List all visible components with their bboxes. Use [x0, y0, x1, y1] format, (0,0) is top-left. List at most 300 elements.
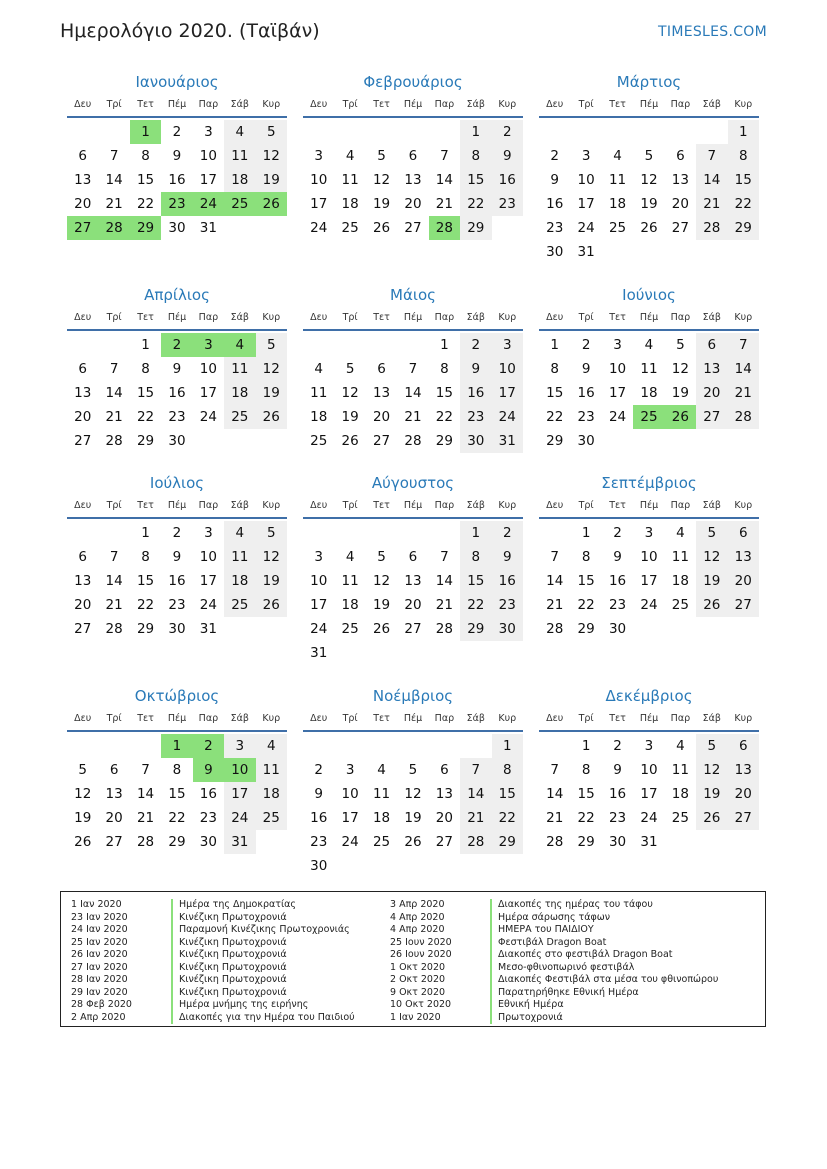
weekday-label: Σάβ: [230, 99, 249, 110]
day-cell: 3: [204, 525, 213, 541]
month-9: [539, 471, 759, 641]
day-cell: 3: [224, 734, 255, 758]
day-cell: 26: [256, 593, 287, 617]
day-cell: 15: [460, 168, 491, 192]
day-cell: 21: [105, 409, 123, 425]
month-7: [67, 471, 287, 641]
day-cell: 23: [546, 220, 564, 236]
day-cell: 31: [310, 645, 328, 661]
empty-cell: [303, 521, 334, 545]
day-cell: 5: [377, 148, 386, 164]
day-cell: 2: [314, 762, 323, 778]
month-6: [539, 283, 759, 453]
day-cell: 26: [372, 220, 391, 236]
day-cell: 12: [74, 786, 92, 802]
day-cell: 4: [676, 738, 685, 754]
day-cell: 9: [613, 549, 622, 565]
day-cell: 16: [492, 569, 523, 593]
weekday-label: Παρ: [198, 713, 219, 724]
day-cell: 26: [74, 834, 92, 850]
day-cell: 18: [224, 168, 255, 192]
day-grid: [303, 732, 523, 878]
legend-holiday-name: Ημέρα της Δημοκρατίας: [171, 899, 296, 912]
day-cell: 28: [728, 405, 759, 429]
day-grid: [303, 519, 523, 665]
day-cell: 16: [577, 385, 595, 401]
day-cell: 6: [78, 148, 87, 164]
weekday-label: Δευ: [310, 312, 328, 323]
day-cell: 17: [577, 196, 595, 212]
day-cell: 22: [492, 806, 523, 830]
weekday-label: Κυρ: [734, 99, 753, 110]
day-cell: 3: [613, 337, 622, 353]
weekday-label: Πέμ: [403, 713, 423, 724]
day-cell: 21: [105, 597, 123, 613]
day-cell: 5: [256, 120, 287, 144]
day-cell: 11: [256, 758, 287, 782]
legend-date: 1 Οκτ 2020: [390, 961, 446, 973]
brand-link[interactable]: TIMESLES.COM: [658, 24, 767, 40]
weekday-header: [67, 94, 287, 118]
day-cell: 9: [460, 357, 491, 381]
legend-holiday-name: Παρατηρήθηκε Εθνική Ημέρα: [490, 987, 639, 1000]
weekday-label: Δευ: [74, 99, 92, 110]
day-cell: 15: [728, 168, 759, 192]
weekday-label: Παρ: [434, 713, 455, 724]
day-cell: 14: [435, 172, 453, 188]
weekday-label: Δευ: [74, 500, 92, 511]
day-cell: 29: [168, 834, 186, 850]
weekday-label: Παρ: [434, 99, 455, 110]
weekday-label: Σάβ: [466, 99, 485, 110]
day-cell: 3: [314, 549, 323, 565]
legend-date: 28 Ιαν 2020: [71, 974, 128, 985]
empty-cell: [366, 734, 397, 758]
weekday-header: [303, 708, 523, 732]
day-cell: 22: [460, 192, 491, 216]
day-cell: 17: [341, 810, 359, 826]
day-cell: 13: [74, 573, 92, 589]
day-cell: 13: [74, 172, 92, 188]
weekday-label: Τετ: [137, 312, 154, 323]
weekday-label: Πέμ: [639, 500, 659, 511]
day-cell: 16: [168, 573, 186, 589]
legend-holiday-name: Φεστιβάλ Dragon Boat: [490, 937, 606, 950]
day-cell: 14: [404, 385, 422, 401]
weekday-label: Σάβ: [230, 500, 249, 511]
day-cell: 13: [404, 573, 422, 589]
empty-cell: [539, 120, 570, 144]
day-cell: 17: [199, 172, 217, 188]
day-cell: 25: [671, 810, 689, 826]
day-cell: 22: [577, 810, 595, 826]
day-cell: 21: [460, 806, 491, 830]
day-cell: 19: [372, 597, 391, 613]
weekday-label: Πέμ: [167, 713, 187, 724]
day-cell: 16: [608, 573, 627, 589]
day-cell: 12: [256, 357, 287, 381]
day-cell: 21: [728, 381, 759, 405]
empty-cell: [397, 333, 428, 357]
day-cell: 20: [404, 597, 422, 613]
day-cell: 23: [492, 593, 523, 617]
day-cell: 2: [492, 120, 523, 144]
weekday-label: Πέμ: [403, 99, 423, 110]
day-cell: 12: [372, 172, 391, 188]
day-cell: 30: [199, 834, 217, 850]
day-cell: 12: [341, 385, 359, 401]
month-name: Μάιος: [390, 286, 436, 304]
day-cell: 14: [460, 782, 491, 806]
legend-date: 26 Ιουν 2020: [390, 949, 452, 960]
weekday-label: Τετ: [137, 99, 154, 110]
day-cell: 8: [581, 762, 591, 778]
day-cell: 18: [671, 786, 689, 802]
weekday-label: Σάβ: [702, 713, 721, 724]
day-cell: 22: [168, 810, 186, 826]
day-cell: 30: [608, 834, 627, 850]
day-cell: 19: [640, 196, 658, 212]
day-cell: 7: [440, 148, 449, 164]
day-cell: 10: [640, 762, 658, 778]
day-cell: 24: [577, 220, 595, 236]
day-cell: 15: [435, 385, 453, 401]
day-cell: 19: [372, 196, 391, 212]
day-cell: 24: [341, 834, 359, 850]
day-grid: [67, 519, 287, 641]
empty-cell: [303, 734, 334, 758]
day-cell: 19: [341, 409, 359, 425]
weekday-label: Δευ: [74, 713, 92, 724]
day-grid: [539, 519, 759, 641]
day-cell: 12: [256, 144, 287, 168]
day-cell: 5: [408, 762, 418, 778]
legend-holiday-name: Πρωτοχρονιά: [490, 1012, 563, 1025]
day-cell: 12: [256, 545, 287, 569]
day-cell: 22: [435, 409, 453, 425]
day-cell: 11: [310, 385, 328, 401]
day-cell: 15: [546, 385, 564, 401]
day-cell: 7: [109, 361, 119, 377]
weekday-label: Δευ: [546, 312, 564, 323]
day-grid: [67, 732, 287, 854]
weekday-label: Τετ: [609, 500, 626, 511]
weekday-label: Σάβ: [702, 312, 721, 323]
day-cell: 27: [74, 621, 92, 637]
legend-holiday-name: Κινέζικη Πρωτοχρονιά: [171, 974, 287, 987]
day-cell: 26: [256, 192, 287, 216]
month-5: [303, 283, 523, 453]
empty-cell: [429, 521, 460, 545]
weekday-label: Κυρ: [262, 500, 281, 511]
day-cell: 1: [460, 521, 491, 545]
day-cell: 26: [665, 405, 696, 429]
weekday-label: Κυρ: [498, 500, 517, 511]
weekday-label: Τετ: [373, 99, 390, 110]
empty-cell: [539, 521, 570, 545]
weekday-label: Τρί: [106, 312, 122, 323]
day-cell: 23: [310, 834, 328, 850]
legend-date: 23 Ιαν 2020: [71, 911, 128, 923]
day-cell: 16: [460, 381, 491, 405]
day-cell: 6: [696, 333, 727, 357]
day-cell: 7: [550, 549, 559, 565]
day-cell: 4: [676, 525, 685, 541]
day-cell: 11: [608, 172, 627, 188]
weekday-label: Τετ: [137, 500, 154, 511]
day-cell: 24: [640, 597, 658, 613]
empty-cell: [570, 120, 601, 144]
day-cell: 22: [136, 196, 155, 212]
day-cell: 16: [199, 786, 217, 802]
day-cell: 25: [341, 621, 359, 637]
day-cell: 5: [256, 521, 287, 545]
day-cell: 1: [130, 120, 161, 144]
weekday-label: Παρ: [198, 312, 219, 323]
day-cell: 27: [74, 433, 92, 449]
weekday-label: Σάβ: [702, 99, 721, 110]
day-cell: 8: [728, 144, 759, 168]
day-cell: 1: [440, 337, 449, 353]
day-cell: 6: [109, 762, 119, 778]
day-cell: 24: [608, 409, 627, 425]
day-cell: 21: [696, 192, 727, 216]
day-cell: 7: [408, 361, 418, 377]
empty-cell: [334, 120, 365, 144]
weekday-label: Δευ: [546, 713, 564, 724]
weekday-label: Κυρ: [734, 312, 753, 323]
weekday-header: [67, 495, 287, 519]
day-cell: 24: [310, 621, 328, 637]
day-cell: 15: [136, 573, 155, 589]
day-cell: 7: [550, 762, 559, 778]
day-cell: 16: [608, 786, 627, 802]
day-cell: 2: [581, 337, 591, 353]
day-cell: 1: [728, 120, 759, 144]
day-cell: 29: [130, 216, 161, 240]
month-name: Απρίλιος: [144, 286, 210, 304]
weekday-header: [539, 94, 759, 118]
day-cell: 16: [168, 385, 186, 401]
day-cell: 6: [440, 762, 449, 778]
day-cell: 22: [546, 409, 564, 425]
legend-date: 25 Ιαν 2020: [71, 936, 128, 948]
day-grid: [539, 732, 759, 854]
day-cell: 16: [546, 196, 564, 212]
month-11: [303, 684, 523, 878]
weekday-label: Παρ: [670, 500, 691, 511]
day-grid: [303, 118, 523, 240]
weekday-label: Παρ: [434, 500, 455, 511]
day-cell: 19: [256, 168, 287, 192]
day-cell: 11: [224, 144, 255, 168]
day-cell: 17: [640, 786, 658, 802]
day-cell: 14: [728, 357, 759, 381]
legend-date: 4 Απρ 2020: [390, 911, 445, 923]
legend-holiday-name: Διακοπές Φεστιβάλ στα μέσα του φθινοπώρου: [490, 974, 718, 987]
day-cell: 29: [577, 834, 595, 850]
day-cell: 5: [696, 734, 727, 758]
day-cell: 19: [404, 810, 422, 826]
day-cell: 23: [460, 405, 491, 429]
day-cell: 26: [696, 593, 727, 617]
day-cell: 18: [671, 573, 689, 589]
day-cell: 11: [224, 545, 255, 569]
day-cell: 27: [372, 433, 391, 449]
day-cell: 12: [640, 172, 658, 188]
day-cell: 9: [581, 361, 591, 377]
month-12: [539, 684, 759, 854]
legend-holiday-name: Ημέρα σάρωσης τάφων: [490, 912, 610, 925]
day-cell: 12: [696, 545, 727, 569]
day-cell: 13: [74, 385, 92, 401]
day-cell: 7: [109, 549, 119, 565]
day-cell: 3: [314, 148, 323, 164]
legend-holiday-name: Κινέζικη Πρωτοχρονιά: [171, 949, 287, 962]
weekday-label: Τρί: [342, 312, 358, 323]
day-cell: 12: [696, 758, 727, 782]
day-cell: 23: [608, 597, 627, 613]
weekday-label: Τρί: [106, 713, 122, 724]
day-cell: 10: [310, 573, 328, 589]
day-cell: 14: [105, 573, 123, 589]
day-cell: 4: [314, 361, 323, 377]
weekday-label: Πέμ: [167, 99, 187, 110]
day-cell: 14: [105, 385, 123, 401]
day-cell: 8: [460, 144, 491, 168]
day-cell: 28: [404, 433, 422, 449]
day-cell: 15: [460, 569, 491, 593]
day-cell: 17: [224, 782, 255, 806]
day-cell: 24: [640, 810, 658, 826]
day-cell: 29: [435, 433, 453, 449]
day-cell: 20: [105, 810, 123, 826]
day-cell: 24: [199, 597, 217, 613]
day-cell: 30: [168, 433, 186, 449]
day-cell: 2: [550, 148, 559, 164]
empty-cell: [67, 521, 98, 545]
empty-cell: [98, 521, 129, 545]
day-cell: 3: [644, 738, 654, 754]
weekday-label: Κυρ: [734, 500, 753, 511]
weekday-label: Δευ: [310, 500, 328, 511]
day-cell: 17: [492, 381, 523, 405]
weekday-header: [303, 94, 523, 118]
weekday-label: Πέμ: [639, 312, 659, 323]
month-8: [303, 471, 523, 665]
weekday-header: [303, 307, 523, 331]
day-cell: 18: [341, 597, 359, 613]
day-cell: 9: [314, 786, 323, 802]
day-cell: 3: [581, 148, 591, 164]
month-name: Σεπτέμβριος: [601, 474, 697, 492]
day-cell: 11: [341, 172, 359, 188]
day-cell: 26: [256, 405, 287, 429]
day-cell: 11: [640, 361, 658, 377]
day-cell: 23: [577, 409, 595, 425]
day-cell: 14: [546, 786, 564, 802]
day-cell: 8: [172, 762, 182, 778]
day-cell: 27: [435, 834, 453, 850]
day-cell: 13: [728, 545, 759, 569]
day-grid: [67, 118, 287, 240]
day-cell: 19: [256, 569, 287, 593]
legend-date: 2 Οκτ 2020: [390, 974, 446, 985]
day-cell: 28: [696, 216, 727, 240]
day-cell: 30: [310, 858, 328, 874]
weekday-label: Κυρ: [262, 312, 281, 323]
weekday-label: Τετ: [373, 500, 390, 511]
month-name: Ιούνιος: [622, 286, 676, 304]
day-cell: 27: [671, 220, 689, 236]
empty-cell: [429, 734, 460, 758]
weekday-label: Δευ: [310, 99, 328, 110]
day-cell: 25: [256, 806, 287, 830]
day-cell: 24: [310, 220, 328, 236]
day-cell: 10: [199, 361, 217, 377]
legend-holiday-name: Κινέζικη Πρωτοχρονιά: [171, 912, 287, 925]
day-cell: 10: [577, 172, 595, 188]
day-cell: 2: [613, 738, 622, 754]
day-cell: 11: [341, 573, 359, 589]
day-cell: 10: [199, 549, 217, 565]
day-cell: 6: [78, 361, 87, 377]
weekday-label: Σάβ: [466, 312, 485, 323]
day-grid: [539, 118, 759, 264]
empty-cell: [429, 120, 460, 144]
month-2: [303, 70, 523, 240]
day-cell: 19: [74, 810, 92, 826]
day-cell: 7: [460, 758, 491, 782]
weekday-header: [67, 307, 287, 331]
empty-cell: [397, 120, 428, 144]
weekday-label: Τετ: [373, 713, 390, 724]
day-cell: 22: [136, 409, 155, 425]
day-cell: 17: [310, 597, 328, 613]
day-cell: 27: [728, 593, 759, 617]
day-cell: 26: [696, 806, 727, 830]
day-cell: 6: [676, 148, 685, 164]
day-cell: 4: [613, 148, 622, 164]
legend-date: 1 Ιαν 2020: [390, 1011, 441, 1023]
day-cell: 2: [460, 333, 491, 357]
day-cell: 14: [546, 573, 564, 589]
empty-cell: [696, 120, 727, 144]
legend-holiday-name: Μεσο-φθινοπωρινό φεστιβάλ: [490, 962, 634, 975]
weekday-label: Κυρ: [734, 713, 753, 724]
day-cell: 4: [377, 762, 386, 778]
weekday-header: [539, 307, 759, 331]
day-cell: 27: [404, 621, 422, 637]
day-cell: 13: [372, 385, 391, 401]
empty-cell: [67, 333, 98, 357]
day-cell: 30: [577, 433, 595, 449]
weekday-label: Τετ: [609, 99, 626, 110]
day-cell: 9: [613, 762, 622, 778]
day-cell: 8: [550, 361, 559, 377]
legend-date: 28 Φεβ 2020: [71, 999, 132, 1010]
day-cell: 1: [492, 734, 523, 758]
day-cell: 7: [696, 144, 727, 168]
day-cell: 10: [341, 786, 359, 802]
empty-cell: [366, 120, 397, 144]
day-cell: 24: [492, 405, 523, 429]
day-cell: 29: [460, 617, 491, 641]
day-cell: 28: [546, 621, 564, 637]
day-cell: 29: [728, 216, 759, 240]
day-cell: 22: [577, 597, 595, 613]
day-cell: 9: [492, 144, 523, 168]
